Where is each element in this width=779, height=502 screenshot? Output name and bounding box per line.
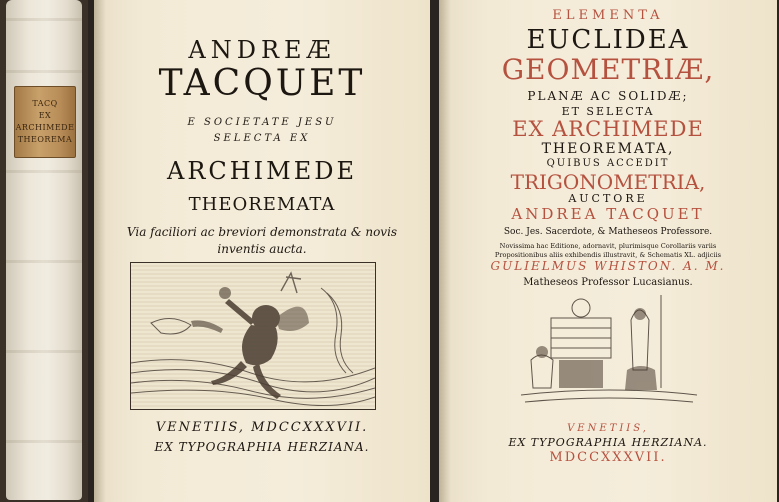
selecta-line: SELECTA EX <box>213 133 311 144</box>
whiston-line: GULIELMUS WHISTON. A. M. <box>490 259 726 273</box>
theoremata-line: THEOREMATA, <box>541 141 675 157</box>
book-spine-photo <box>0 0 88 502</box>
edition-note-line-1: Novissima hac Editione, adornavit, plurimisque Corollariis variis <box>499 242 717 250</box>
archimede-heading: ARCHIMEDE <box>166 157 358 185</box>
author-first-name: ANDREÆ <box>188 36 336 64</box>
spine-band <box>6 18 82 21</box>
imprint-place: VENETIIS, <box>567 423 649 434</box>
elementa-page <box>439 0 777 502</box>
spine-band <box>6 170 82 173</box>
vignette-drawing <box>511 290 707 410</box>
spine-band <box>6 440 82 443</box>
professor-line: Matheseos Professor Lucasianus. <box>523 277 693 288</box>
spine-band <box>6 260 82 263</box>
vignette-engraving <box>511 290 707 410</box>
edition-note-line-2: Propositionibus aliis exhibendis illustravit, & Schematis XL. adjiciis <box>494 251 722 259</box>
ex-archimede-line: EX ARCHIMEDE <box>512 117 704 141</box>
auctore-line: AUCTORE <box>568 192 648 205</box>
tacquet-title-page-photo <box>90 0 435 502</box>
planae-line: PLANÆ AC SOLIDÆ; <box>527 89 689 103</box>
subtitle-line-1: Via faciliori ac breviori demonstrata & novis <box>126 225 398 239</box>
imprint-printer: EX TYPOGRAPHIA HERZIANA. <box>154 440 370 454</box>
author-last-name: TACQUET <box>158 63 366 104</box>
winged-figure-engraving <box>130 262 376 410</box>
spine-label-line: ARCHIMEDE <box>15 123 75 132</box>
spine-band <box>6 70 82 73</box>
imprint-place-year: VENETIIS, MDCCXXXVII. <box>155 420 369 435</box>
elementa-line: ELEMENTA <box>552 8 664 23</box>
quibus-line: QUIBUS ACCEDIT <box>546 158 670 169</box>
imprint-year: MDCCXXXVII. <box>549 450 667 465</box>
theoremata-heading: THEOREMATA <box>188 194 336 215</box>
imprint-printer: EX TYPOGRAPHIA HERZIANA. <box>508 436 708 449</box>
title-page <box>94 0 430 502</box>
author-line: ANDREA TACQUET <box>511 205 705 223</box>
vellum-spine <box>6 0 82 500</box>
spine-band <box>6 350 82 353</box>
geometriae-line: GEOMETRIÆ, <box>501 53 715 86</box>
subtitle-line-2: inventis aucta. <box>217 242 307 256</box>
engraving-drawing <box>131 263 375 409</box>
spine-label-line: TACQ <box>32 99 58 108</box>
elementa-title-page-photo <box>437 0 779 502</box>
society-line: E SOCIETATE JESU <box>187 117 337 128</box>
spine-title-label <box>14 86 76 158</box>
spine-label-line: THEOREMA <box>17 135 73 144</box>
society-line: Soc. Jes. Sacerdote, & Matheseos Professore. <box>503 227 713 237</box>
et-selecta-line: ET SELECTA <box>561 105 655 118</box>
euclidea-line: EUCLIDEA <box>526 25 690 55</box>
spine-label-line: EX <box>38 111 52 120</box>
trigonometria-line: TRIGONOMETRIA, <box>510 170 706 194</box>
